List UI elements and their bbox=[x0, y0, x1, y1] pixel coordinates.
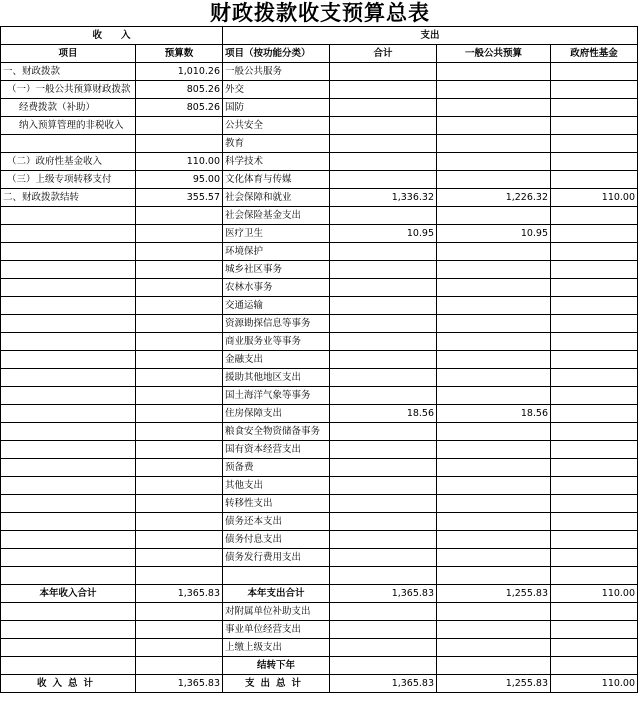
income-value bbox=[136, 531, 223, 549]
expense-fund bbox=[551, 333, 638, 351]
expense-general bbox=[437, 279, 551, 297]
income-item bbox=[1, 225, 136, 243]
expense-fund bbox=[551, 495, 638, 513]
table-row bbox=[1, 243, 638, 261]
table-row bbox=[1, 207, 638, 225]
expense-total bbox=[330, 549, 437, 567]
expense-item: 住房保障支出 bbox=[223, 405, 330, 423]
grand-expense-general: 1,255.83 bbox=[437, 675, 551, 693]
expense-item: 对附属单位补助支出 bbox=[223, 603, 330, 621]
expense-general bbox=[437, 513, 551, 531]
expense-item: 一般公共服务 bbox=[223, 63, 330, 81]
income-value bbox=[136, 657, 223, 675]
expense-total bbox=[330, 333, 437, 351]
income-value bbox=[136, 351, 223, 369]
income-item bbox=[1, 405, 136, 423]
expense-total bbox=[330, 657, 437, 675]
expense-total bbox=[330, 261, 437, 279]
expense-total bbox=[330, 567, 437, 585]
expense-item: 国有资本经营支出 bbox=[223, 441, 330, 459]
income-item bbox=[1, 261, 136, 279]
expense-item: 环境保护 bbox=[223, 243, 330, 261]
table-row bbox=[1, 63, 638, 81]
table-row bbox=[1, 459, 638, 477]
income-value bbox=[136, 477, 223, 495]
expense-item: 国防 bbox=[223, 99, 330, 117]
table-row bbox=[1, 153, 638, 171]
expense-fund bbox=[551, 351, 638, 369]
expense-fund bbox=[551, 99, 638, 117]
expense-total bbox=[330, 513, 437, 531]
income-item bbox=[1, 603, 136, 621]
expense-fund bbox=[551, 405, 638, 423]
income-value bbox=[136, 333, 223, 351]
table-row bbox=[1, 261, 638, 279]
expense-general bbox=[437, 567, 551, 585]
expense-fund bbox=[551, 369, 638, 387]
page-title: 财政拨款收支预算总表 bbox=[210, 0, 430, 25]
income-value bbox=[136, 279, 223, 297]
income-value bbox=[136, 117, 223, 135]
table-row bbox=[1, 81, 638, 99]
expense-total bbox=[330, 477, 437, 495]
grand-income-total-value: 1,365.83 bbox=[136, 675, 223, 693]
expense-total bbox=[330, 135, 437, 153]
income-value bbox=[136, 225, 223, 243]
expense-fund bbox=[551, 153, 638, 171]
expense-general bbox=[437, 99, 551, 117]
expense-general bbox=[437, 315, 551, 333]
expense-general bbox=[437, 297, 551, 315]
expense-total bbox=[330, 621, 437, 639]
expense-total bbox=[330, 369, 437, 387]
col-total-header: 合计 bbox=[330, 45, 437, 63]
income-item: （二）政府性基金收入 bbox=[1, 153, 136, 171]
expense-general bbox=[437, 207, 551, 225]
table-row bbox=[1, 189, 638, 207]
expense-item: 农林水事务 bbox=[223, 279, 330, 297]
income-item bbox=[1, 135, 136, 153]
expense-fund bbox=[551, 261, 638, 279]
income-value bbox=[136, 315, 223, 333]
expense-fund bbox=[551, 171, 638, 189]
expense-item: 医疗卫生 bbox=[223, 225, 330, 243]
expense-fund bbox=[551, 657, 638, 675]
income-value bbox=[136, 639, 223, 657]
grand-expense-total: 1,365.83 bbox=[330, 675, 437, 693]
income-value bbox=[136, 441, 223, 459]
expense-fund bbox=[551, 225, 638, 243]
year-income-total-value: 1,365.83 bbox=[136, 585, 223, 603]
expense-item: 交通运输 bbox=[223, 297, 330, 315]
expense-fund bbox=[551, 567, 638, 585]
expense-item: 粮食安全物资储备事务 bbox=[223, 423, 330, 441]
income-value bbox=[136, 387, 223, 405]
expense-item: 社会保险基金支出 bbox=[223, 207, 330, 225]
year-expense-fund: 110.00 bbox=[551, 585, 638, 603]
carry-next-row bbox=[1, 657, 638, 675]
expense-total bbox=[330, 153, 437, 171]
table-row bbox=[1, 135, 638, 153]
income-value bbox=[136, 135, 223, 153]
table-row bbox=[1, 117, 638, 135]
expense-general bbox=[437, 369, 551, 387]
expense-general: 18.56 bbox=[437, 405, 551, 423]
table-row bbox=[1, 225, 638, 243]
table-row bbox=[1, 333, 638, 351]
grand-expense-total-label: 支出总计 bbox=[223, 675, 330, 693]
expense-general bbox=[437, 657, 551, 675]
expense-fund bbox=[551, 387, 638, 405]
income-item: 纳入预算管理的非税收入 bbox=[1, 117, 136, 135]
expense-total: 18.56 bbox=[330, 405, 437, 423]
year-income-total-label: 本年收入合计 bbox=[1, 585, 136, 603]
income-item: 二、财政拨款结转 bbox=[1, 189, 136, 207]
table-row bbox=[1, 171, 638, 189]
expense-general bbox=[437, 261, 551, 279]
expense-general bbox=[437, 117, 551, 135]
table-row bbox=[1, 297, 638, 315]
income-item: 一、财政拨款 bbox=[1, 63, 136, 81]
expense-total bbox=[330, 639, 437, 657]
table-row bbox=[1, 639, 638, 657]
table-row bbox=[1, 513, 638, 531]
expense-general bbox=[437, 423, 551, 441]
carry-next-label: 结转下年 bbox=[223, 657, 330, 675]
header-row-1 bbox=[1, 27, 638, 45]
expense-general bbox=[437, 441, 551, 459]
expense-total bbox=[330, 279, 437, 297]
expense-item: 债务还本支出 bbox=[223, 513, 330, 531]
table-row bbox=[1, 279, 638, 297]
table-row bbox=[1, 369, 638, 387]
expense-item: 科学技术 bbox=[223, 153, 330, 171]
expense-item: 城乡社区事务 bbox=[223, 261, 330, 279]
income-value: 110.00 bbox=[136, 153, 223, 171]
expense-total: 10.95 bbox=[330, 225, 437, 243]
expense-item bbox=[223, 567, 330, 585]
income-value bbox=[136, 297, 223, 315]
expense-fund bbox=[551, 603, 638, 621]
expense-fund bbox=[551, 477, 638, 495]
income-item bbox=[1, 279, 136, 297]
expense-item: 资源勘探信息等事务 bbox=[223, 315, 330, 333]
income-value: 805.26 bbox=[136, 99, 223, 117]
income-value: 805.26 bbox=[136, 81, 223, 99]
expense-item: 国土海洋气象等事务 bbox=[223, 387, 330, 405]
expense-fund bbox=[551, 549, 638, 567]
income-item bbox=[1, 567, 136, 585]
expense-general: 1,226.32 bbox=[437, 189, 551, 207]
income-item bbox=[1, 459, 136, 477]
expense-general bbox=[437, 603, 551, 621]
expense-fund bbox=[551, 423, 638, 441]
expense-total bbox=[330, 387, 437, 405]
expense-general bbox=[437, 351, 551, 369]
table-row bbox=[1, 387, 638, 405]
table-row bbox=[1, 315, 638, 333]
expense-total bbox=[330, 351, 437, 369]
expense-general bbox=[437, 459, 551, 477]
expense-item: 外交 bbox=[223, 81, 330, 99]
income-value bbox=[136, 495, 223, 513]
expense-total bbox=[330, 495, 437, 513]
expense-item: 债务发行费用支出 bbox=[223, 549, 330, 567]
expense-general bbox=[437, 171, 551, 189]
expense-total bbox=[330, 99, 437, 117]
income-item bbox=[1, 441, 136, 459]
expense-item: 上缴上级支出 bbox=[223, 639, 330, 657]
expense-total bbox=[330, 531, 437, 549]
expense-fund bbox=[551, 279, 638, 297]
expense-item: 事业单位经营支出 bbox=[223, 621, 330, 639]
income-item bbox=[1, 513, 136, 531]
expense-total bbox=[330, 441, 437, 459]
table-row bbox=[1, 495, 638, 513]
expense-item: 教育 bbox=[223, 135, 330, 153]
expense-fund bbox=[551, 621, 638, 639]
year-total-row bbox=[1, 585, 638, 603]
income-value: 1,010.26 bbox=[136, 63, 223, 81]
expense-fund bbox=[551, 639, 638, 657]
table-row bbox=[1, 99, 638, 117]
income-value: 355.57 bbox=[136, 189, 223, 207]
expense-item: 债务付息支出 bbox=[223, 531, 330, 549]
income-item bbox=[1, 423, 136, 441]
header-row-2 bbox=[1, 45, 638, 63]
income-value bbox=[136, 567, 223, 585]
expense-fund: 110.00 bbox=[551, 189, 638, 207]
expense-general bbox=[437, 639, 551, 657]
table-row bbox=[1, 423, 638, 441]
expense-item: 社会保障和就业 bbox=[223, 189, 330, 207]
expense-item: 文化体育与传媒 bbox=[223, 171, 330, 189]
income-item bbox=[1, 297, 136, 315]
expense-total bbox=[330, 243, 437, 261]
grand-total-row bbox=[1, 675, 638, 693]
col-item-func-header: 项目（按功能分类） bbox=[223, 45, 330, 63]
income-item bbox=[1, 369, 136, 387]
table-row bbox=[1, 441, 638, 459]
income-item: （一）一般公共预算财政拨款 bbox=[1, 81, 136, 99]
table-row bbox=[1, 549, 638, 567]
expense-header: 支出 bbox=[223, 27, 638, 45]
expense-general bbox=[437, 621, 551, 639]
income-item bbox=[1, 621, 136, 639]
expense-general bbox=[437, 495, 551, 513]
expense-total bbox=[330, 117, 437, 135]
income-item bbox=[1, 387, 136, 405]
year-expense-total: 1,365.83 bbox=[330, 585, 437, 603]
income-value bbox=[136, 261, 223, 279]
year-expense-total-label: 本年支出合计 bbox=[223, 585, 330, 603]
income-value bbox=[136, 405, 223, 423]
expense-general bbox=[437, 135, 551, 153]
budget-table bbox=[0, 26, 638, 693]
col-item-header: 项目 bbox=[1, 45, 136, 63]
expense-fund bbox=[551, 63, 638, 81]
expense-total bbox=[330, 63, 437, 81]
expense-total bbox=[330, 297, 437, 315]
expense-total: 1,336.32 bbox=[330, 189, 437, 207]
income-item: 经费拨款（补助） bbox=[1, 99, 136, 117]
income-value bbox=[136, 243, 223, 261]
expense-item: 转移性支出 bbox=[223, 495, 330, 513]
table-row bbox=[1, 603, 638, 621]
income-value bbox=[136, 207, 223, 225]
income-item bbox=[1, 531, 136, 549]
expense-general bbox=[437, 153, 551, 171]
income-item bbox=[1, 639, 136, 657]
income-header: 收 入 bbox=[1, 27, 223, 45]
expense-fund bbox=[551, 531, 638, 549]
income-value bbox=[136, 513, 223, 531]
expense-general bbox=[437, 387, 551, 405]
income-item bbox=[1, 315, 136, 333]
expense-general bbox=[437, 477, 551, 495]
income-item bbox=[1, 207, 136, 225]
expense-general bbox=[437, 531, 551, 549]
expense-item: 其他支出 bbox=[223, 477, 330, 495]
expense-general: 10.95 bbox=[437, 225, 551, 243]
expense-total bbox=[330, 315, 437, 333]
income-item: （三）上级专项转移支付 bbox=[1, 171, 136, 189]
expense-fund bbox=[551, 243, 638, 261]
expense-total bbox=[330, 81, 437, 99]
expense-fund bbox=[551, 135, 638, 153]
income-item bbox=[1, 333, 136, 351]
expense-general bbox=[437, 81, 551, 99]
table-row bbox=[1, 405, 638, 423]
expense-total bbox=[330, 603, 437, 621]
grand-income-total-label: 收入总计 bbox=[1, 675, 136, 693]
table-row bbox=[1, 531, 638, 549]
expense-item: 金融支出 bbox=[223, 351, 330, 369]
expense-fund bbox=[551, 513, 638, 531]
income-item bbox=[1, 495, 136, 513]
expense-general bbox=[437, 243, 551, 261]
expense-fund bbox=[551, 441, 638, 459]
expense-total bbox=[330, 207, 437, 225]
col-fund-header: 政府性基金 bbox=[551, 45, 638, 63]
income-value: 95.00 bbox=[136, 171, 223, 189]
col-budget-header: 预算数 bbox=[136, 45, 223, 63]
expense-fund bbox=[551, 207, 638, 225]
income-item bbox=[1, 549, 136, 567]
expense-general bbox=[437, 333, 551, 351]
income-item bbox=[1, 351, 136, 369]
expense-general bbox=[437, 549, 551, 567]
expense-general bbox=[437, 63, 551, 81]
expense-fund bbox=[551, 315, 638, 333]
income-value bbox=[136, 603, 223, 621]
grand-expense-fund: 110.00 bbox=[551, 675, 638, 693]
expense-item: 援助其他地区支出 bbox=[223, 369, 330, 387]
expense-item: 公共安全 bbox=[223, 117, 330, 135]
year-expense-general: 1,255.83 bbox=[437, 585, 551, 603]
income-item bbox=[1, 657, 136, 675]
income-value bbox=[136, 423, 223, 441]
income-value bbox=[136, 369, 223, 387]
expense-fund bbox=[551, 81, 638, 99]
expense-total bbox=[330, 171, 437, 189]
expense-total bbox=[330, 459, 437, 477]
table-row bbox=[1, 567, 638, 585]
expense-fund bbox=[551, 297, 638, 315]
income-item bbox=[1, 243, 136, 261]
expense-fund bbox=[551, 117, 638, 135]
expense-item: 商业服务业等事务 bbox=[223, 333, 330, 351]
table-row bbox=[1, 621, 638, 639]
expense-item: 预备费 bbox=[223, 459, 330, 477]
expense-total bbox=[330, 423, 437, 441]
table-row bbox=[1, 351, 638, 369]
col-general-header: 一般公共预算 bbox=[437, 45, 551, 63]
income-value bbox=[136, 549, 223, 567]
expense-fund bbox=[551, 459, 638, 477]
income-value bbox=[136, 621, 223, 639]
income-value bbox=[136, 459, 223, 477]
income-item bbox=[1, 477, 136, 495]
table-row bbox=[1, 477, 638, 495]
